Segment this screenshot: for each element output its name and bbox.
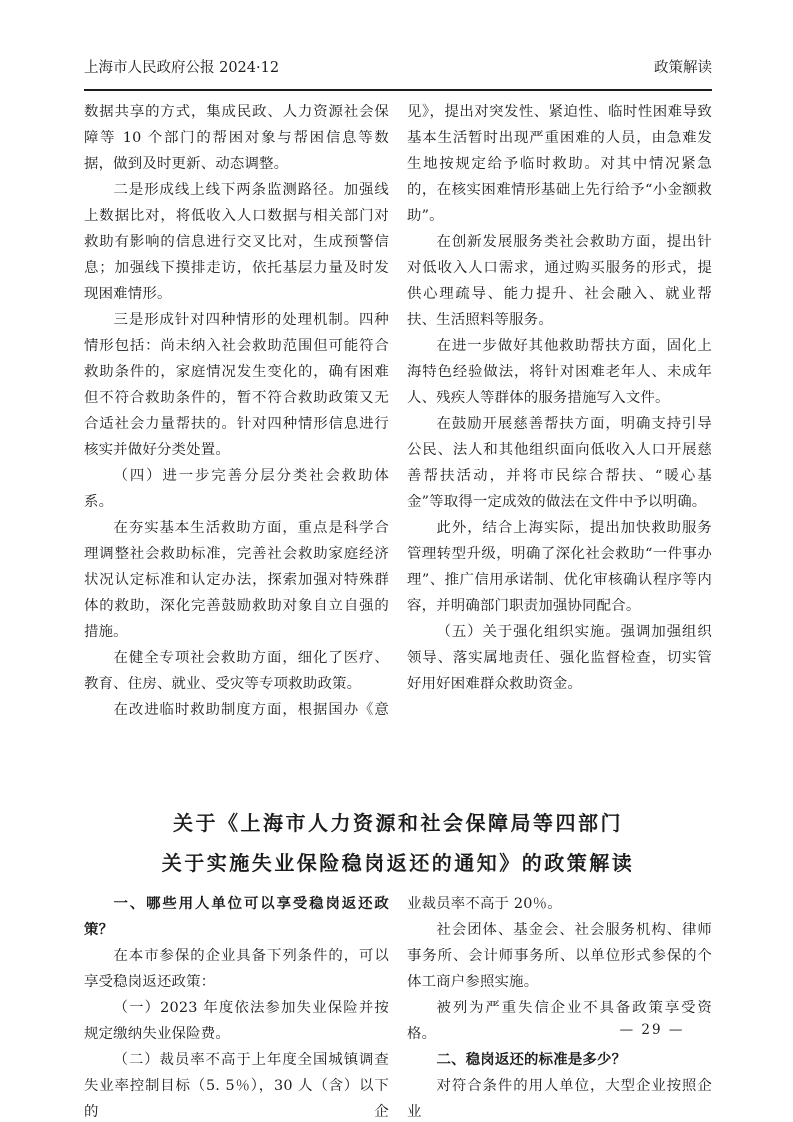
article2-title-line1: 关于《上海市人力资源和社会保障局等四部门: [173, 811, 623, 835]
paragraph: 在健全专项社会救助方面，细化了医疗、教育、住房、就业、受灾等专项救助政策。: [84, 650, 389, 692]
section-heading: 一、哪些用人单位可以享受稳岗返还政策？: [84, 896, 389, 938]
article2-left-column: [84, 891, 389, 1122]
article2-title: [84, 803, 712, 883]
journal-title: 上海市人民政府公报 2024·12: [84, 60, 280, 76]
section-heading: 二、稳岗返还的标准是多少？: [436, 1052, 627, 1068]
article1-right-column: [407, 99, 712, 723]
paragraph: 在改进临时救助制度方面，根据国办《意: [113, 702, 389, 718]
paragraph: 对符合条件的用人单位，大型企业按照企业: [407, 1078, 712, 1120]
paragraph: 此外，结合上海实际，提出加快救助服务管理转型升级，明确了深化社会救助“一件事办理”、推广信用承诺制、优化审核确认程序等内容，并明确部门职责加强协同配合。: [407, 520, 712, 614]
article1: [84, 99, 712, 723]
paragraph: 二是形成线上线下两条监测路径。加强线上数据比对，将低收入人口数据与相关部门对救助有影响的信息进行交叉比对，生成预警信息；加强线下摸排走访，依托基层力量及时发现困难情形。: [84, 182, 389, 302]
paragraph: 数据共享的方式，集成民政、人力资源社会保障等 10 个部门的帮困对象与帮困信息等数据，做到及时更新、动态调整。: [84, 104, 389, 172]
article2-title-line2: 关于实施失业保险稳岗返还的通知》的政策解读: [161, 851, 635, 875]
paragraph: 三是形成针对四种情形的处理机制。四种情形包括：尚未纳入社会救助范围但可能符合救助条件的，家庭情况发生变化的，确有困难但不符合救助条件的，暂不符合救助政策又无合适社会力量帮扶的。针对四种情形信息进行核实并做好分类处置。: [84, 312, 389, 458]
paragraph: 在鼓励开展慈善帮扶方面，明确支持引导公民、法人和其他组织面向低收入人口开展慈善帮扶活动，并将市民综合帮扶、“暖心基金”等取得一定成效的做法在文件中予以明确。: [407, 416, 712, 510]
paragraph: 在本市参保的企业具备下列条件的，可以享受稳岗返还政策：: [84, 948, 389, 990]
paragraph: （二）裁员率不高于上年度全国城镇调查失业率控制目标（5. 5％），30 人（含）以下的企: [84, 1052, 389, 1120]
article1-left-column: [84, 99, 389, 723]
paragraph: 在夯实基本生活救助方面，重点是科学合理调整社会救助标准，完善社会救助家庭经济状况认定标准和认定办法，探索加强对特殊群体的救助，深化完善鼓励救助对象自立自强的措施。: [84, 520, 389, 640]
paragraph: 业裁员率不高于 20％。: [407, 896, 562, 912]
section-label: 政策解读: [654, 60, 712, 76]
paragraph: 在进一步做好其他救助帮扶方面，固化上海特色经验做法，将针对困难老年人、未成年人、残疾人等群体的服务措施写入文件。: [407, 338, 712, 406]
paragraph: （五）关于强化组织实施。强调加强组织领导、落实属地责任、强化监督检查，切实管好用好困难群众救助资金。: [407, 624, 712, 692]
paragraph: （一）2023 年度依法参加失业保险并按规定缴纳失业保险费。: [84, 1000, 389, 1042]
page-content: [84, 99, 712, 1122]
paragraph: （四）进一步完善分层分类社会救助体系。: [84, 468, 389, 510]
page-number: — 29 —: [619, 1022, 685, 1038]
paragraph: 被列为严重失信企业不具备政策享受资格。: [407, 1000, 712, 1042]
paragraph: 社会团体、基金会、社会服务机构、律师事务所、会计师事务所、以单位形式参保的个体工商户参照实施。: [407, 922, 712, 990]
paragraph: 在创新发展服务类社会救助方面，提出针对低收入人口需求，通过购买服务的形式，提供心理疏导、能力提升、社会融入、就业帮扶、生活照料等服务。: [407, 234, 712, 328]
paragraph: 见》，提出对突发性、紧迫性、临时性困难导致基本生活暂时出现严重困难的人员，由急难发生地按规定给予临时救助。对其中情况紧急的，在核实困难情形基础上先行给予“小金额救助”。: [407, 104, 712, 224]
page-header: [84, 56, 712, 91]
article2-right-column: [407, 891, 712, 1122]
article2: [84, 891, 712, 1122]
